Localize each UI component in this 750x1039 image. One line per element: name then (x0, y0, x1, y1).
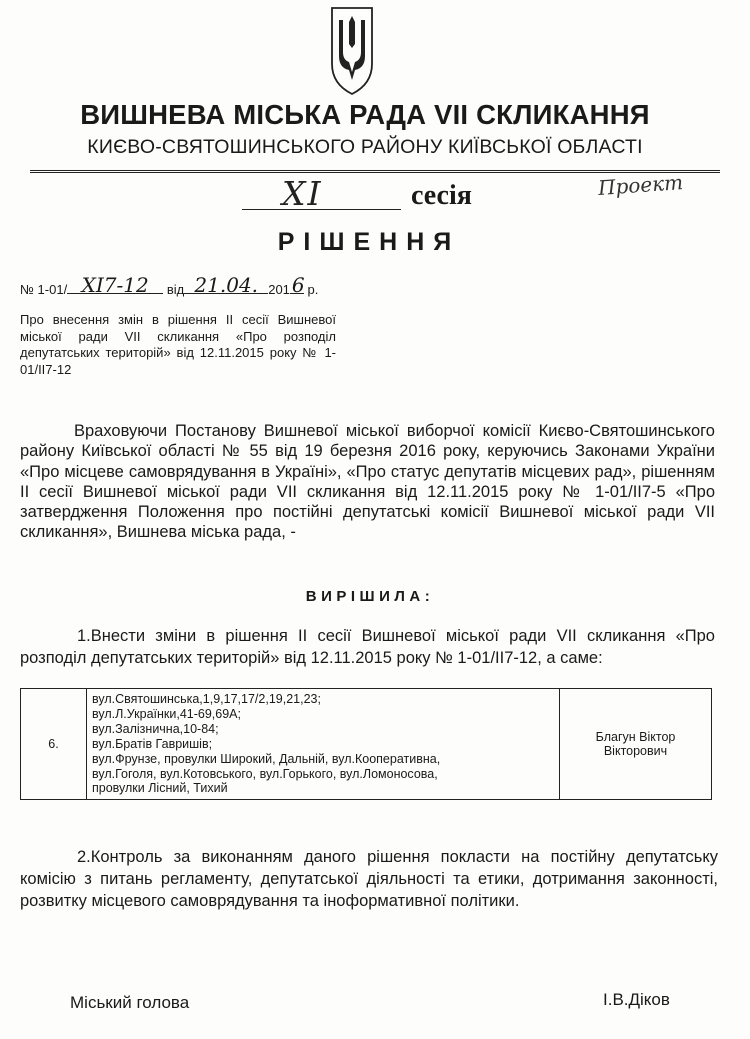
street-line: вул.Святошинська,1,9,17,17/2,19,21,23; (92, 692, 321, 706)
decision-number-prefix: № 1-01/ (20, 282, 68, 297)
signature-name: І.В.Діков (603, 990, 670, 1009)
decision-subject: Про внесення змін в рішення ІІ сесії Вишневої міської ради VІІ скликання «Про розподіл депутатських територій» від 12.11.2015 року № 1-01/ІІ7-12 (20, 312, 336, 377)
session-number: XI (282, 174, 323, 213)
signature-title: Міський голова (70, 993, 190, 1012)
street-line: вул.Залізнична,10-84; (92, 721, 219, 736)
decision-date-label: від (166, 282, 185, 297)
territory-table (20, 688, 712, 800)
table-row (21, 689, 712, 800)
decision-number-line (20, 273, 319, 297)
preamble-paragraph: Враховуючи Постанову Вишневої міської виборчої комісії Києво-Святошинського району Київської області № 55 від 19 березня 2016 року, керуючись Законами України «Про місцеве самоврядування в Україні», «Про статус депутатів місцевих рад», рішенням ІІ сесії Вишневої міської ради VІІ скликання від 12.11.2015 року № 1-01/ІІ7-5 «Про затвердження Положення про постійні депутатські комісії Вишневої міської ради VІІ скликання», Вишнева міська рада, - (20, 422, 715, 542)
street-line: провулки Лісний, Тихий (92, 781, 228, 796)
item-2-paragraph: 2.Контроль за виконанням даного рішення покласти на постійну депутатську комісію з питань регламенту, депутатської діяльності та етики, дотримання законності, розвитку місцевого самоврядування та іноформативної політики. (20, 848, 718, 910)
session-label: сесія (411, 180, 472, 211)
header-divider (30, 170, 720, 173)
decision-date: 21.04. (184, 277, 268, 294)
decision-year-prefix: 201 (268, 282, 290, 297)
council-name: ВИШНЕВА МІСЬКА РАДА VII СКЛИКАННЯ (80, 99, 650, 130)
street-line: вул.Гоголя, вул.Котовського, вул.Горького, вул.Ломоносова, (92, 766, 438, 781)
resolved-heading: ВИРІШИЛА: (305, 588, 435, 605)
street-line: вул.Фрунзе, провулки Широкий, Дальній, вул.Кооперативна, (92, 751, 441, 766)
table-cell-streets (87, 689, 560, 800)
street-line: вул.Л.Українки,41-69,69А; (92, 706, 241, 721)
table-cell-deputy: Благун Віктор Вікторович (560, 689, 712, 800)
street-line: вул.Братів Гавришів; (92, 736, 213, 751)
decision-year-suffix: р. (307, 282, 319, 297)
decision-title: РІШЕННЯ (277, 228, 461, 256)
coat-of-arms-icon (329, 6, 375, 96)
draft-note: Проект (597, 170, 684, 200)
district-name: КИЄВО-СВЯТОШИНСЬКОГО РАЙОНУ КИЇВСЬКОЇ ОБЛАСТІ (87, 136, 643, 158)
table-cell-number: 6. (21, 689, 87, 800)
decision-number: XI7-12 (67, 277, 163, 294)
item-1-paragraph: 1.Внести зміни в рішення ІІ сесії Вишневої міської ради VІІ скликання «Про розподіл депутатських територій» від 12.11.2015 року № 1-01/ІІ7-12, а саме: (20, 627, 715, 667)
decision-year-digit: 6 (291, 273, 305, 297)
